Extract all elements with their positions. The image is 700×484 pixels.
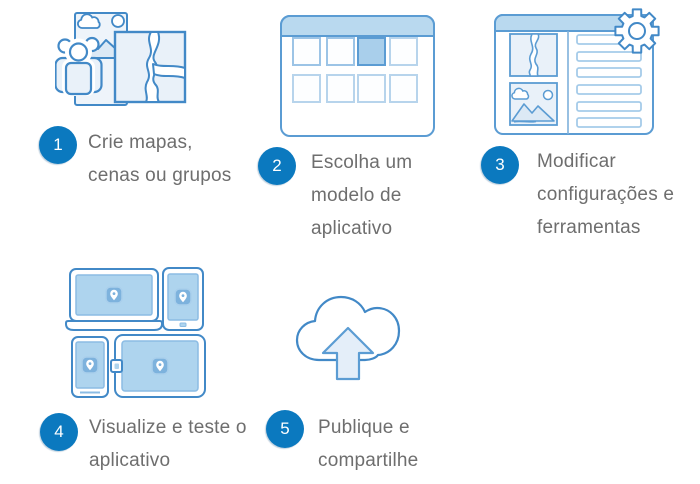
step-2-label-line-2: modelo de bbox=[311, 185, 402, 206]
sun-glyph bbox=[112, 15, 124, 27]
tablet-glyph bbox=[111, 335, 205, 397]
step-2-label bbox=[311, 146, 412, 245]
image-thumbnail bbox=[510, 83, 557, 125]
step-1-number-badge: 1 bbox=[39, 126, 77, 164]
cloud-upload-icon bbox=[293, 286, 417, 386]
phone-glyph bbox=[163, 268, 203, 330]
step-5-label bbox=[318, 411, 418, 477]
step-3-label-line-2: configurações e bbox=[537, 184, 675, 205]
laptop-glyph bbox=[66, 269, 162, 330]
window-header bbox=[281, 16, 434, 36]
step-2-label-line-3: aplicativo bbox=[311, 218, 393, 239]
app-template-grid-icon bbox=[280, 15, 435, 137]
step-5-label-line-1: Publique e bbox=[318, 417, 410, 438]
selected-template-tile bbox=[358, 38, 385, 65]
people-maps-icon bbox=[55, 8, 195, 108]
step-3-label bbox=[537, 145, 674, 244]
step-5-number-badge: 5 bbox=[266, 410, 304, 448]
step-2-label-line-1: Escolha um bbox=[311, 152, 413, 173]
step-3-label-line-3: ferramentas bbox=[537, 217, 641, 238]
step-4-label-line-2: aplicativo bbox=[89, 450, 171, 471]
settings-window-gear-icon bbox=[492, 6, 664, 138]
devices-preview-icon bbox=[65, 264, 210, 400]
gear-icon bbox=[615, 9, 658, 52]
step-1-label bbox=[88, 126, 232, 192]
step-4-label bbox=[89, 411, 247, 477]
step-5-label-line-2: compartilhe bbox=[318, 450, 419, 471]
step-4-number-badge: 4 bbox=[40, 413, 78, 451]
step-2-number-badge: 2 bbox=[258, 147, 296, 185]
step-1-label-line-1: Crie mapas, bbox=[88, 132, 193, 153]
step-1-label-line-2: cenas ou grupos bbox=[88, 165, 232, 186]
step-4-label-line-1: Visualize e teste o bbox=[89, 417, 247, 438]
small-phone-glyph bbox=[72, 337, 108, 397]
step-3-label-line-1: Modificar bbox=[537, 151, 616, 172]
step-3-number-badge: 3 bbox=[481, 146, 519, 184]
people-group-glyph bbox=[56, 38, 102, 94]
map-thumbnail bbox=[510, 34, 557, 76]
map-square bbox=[115, 32, 185, 102]
